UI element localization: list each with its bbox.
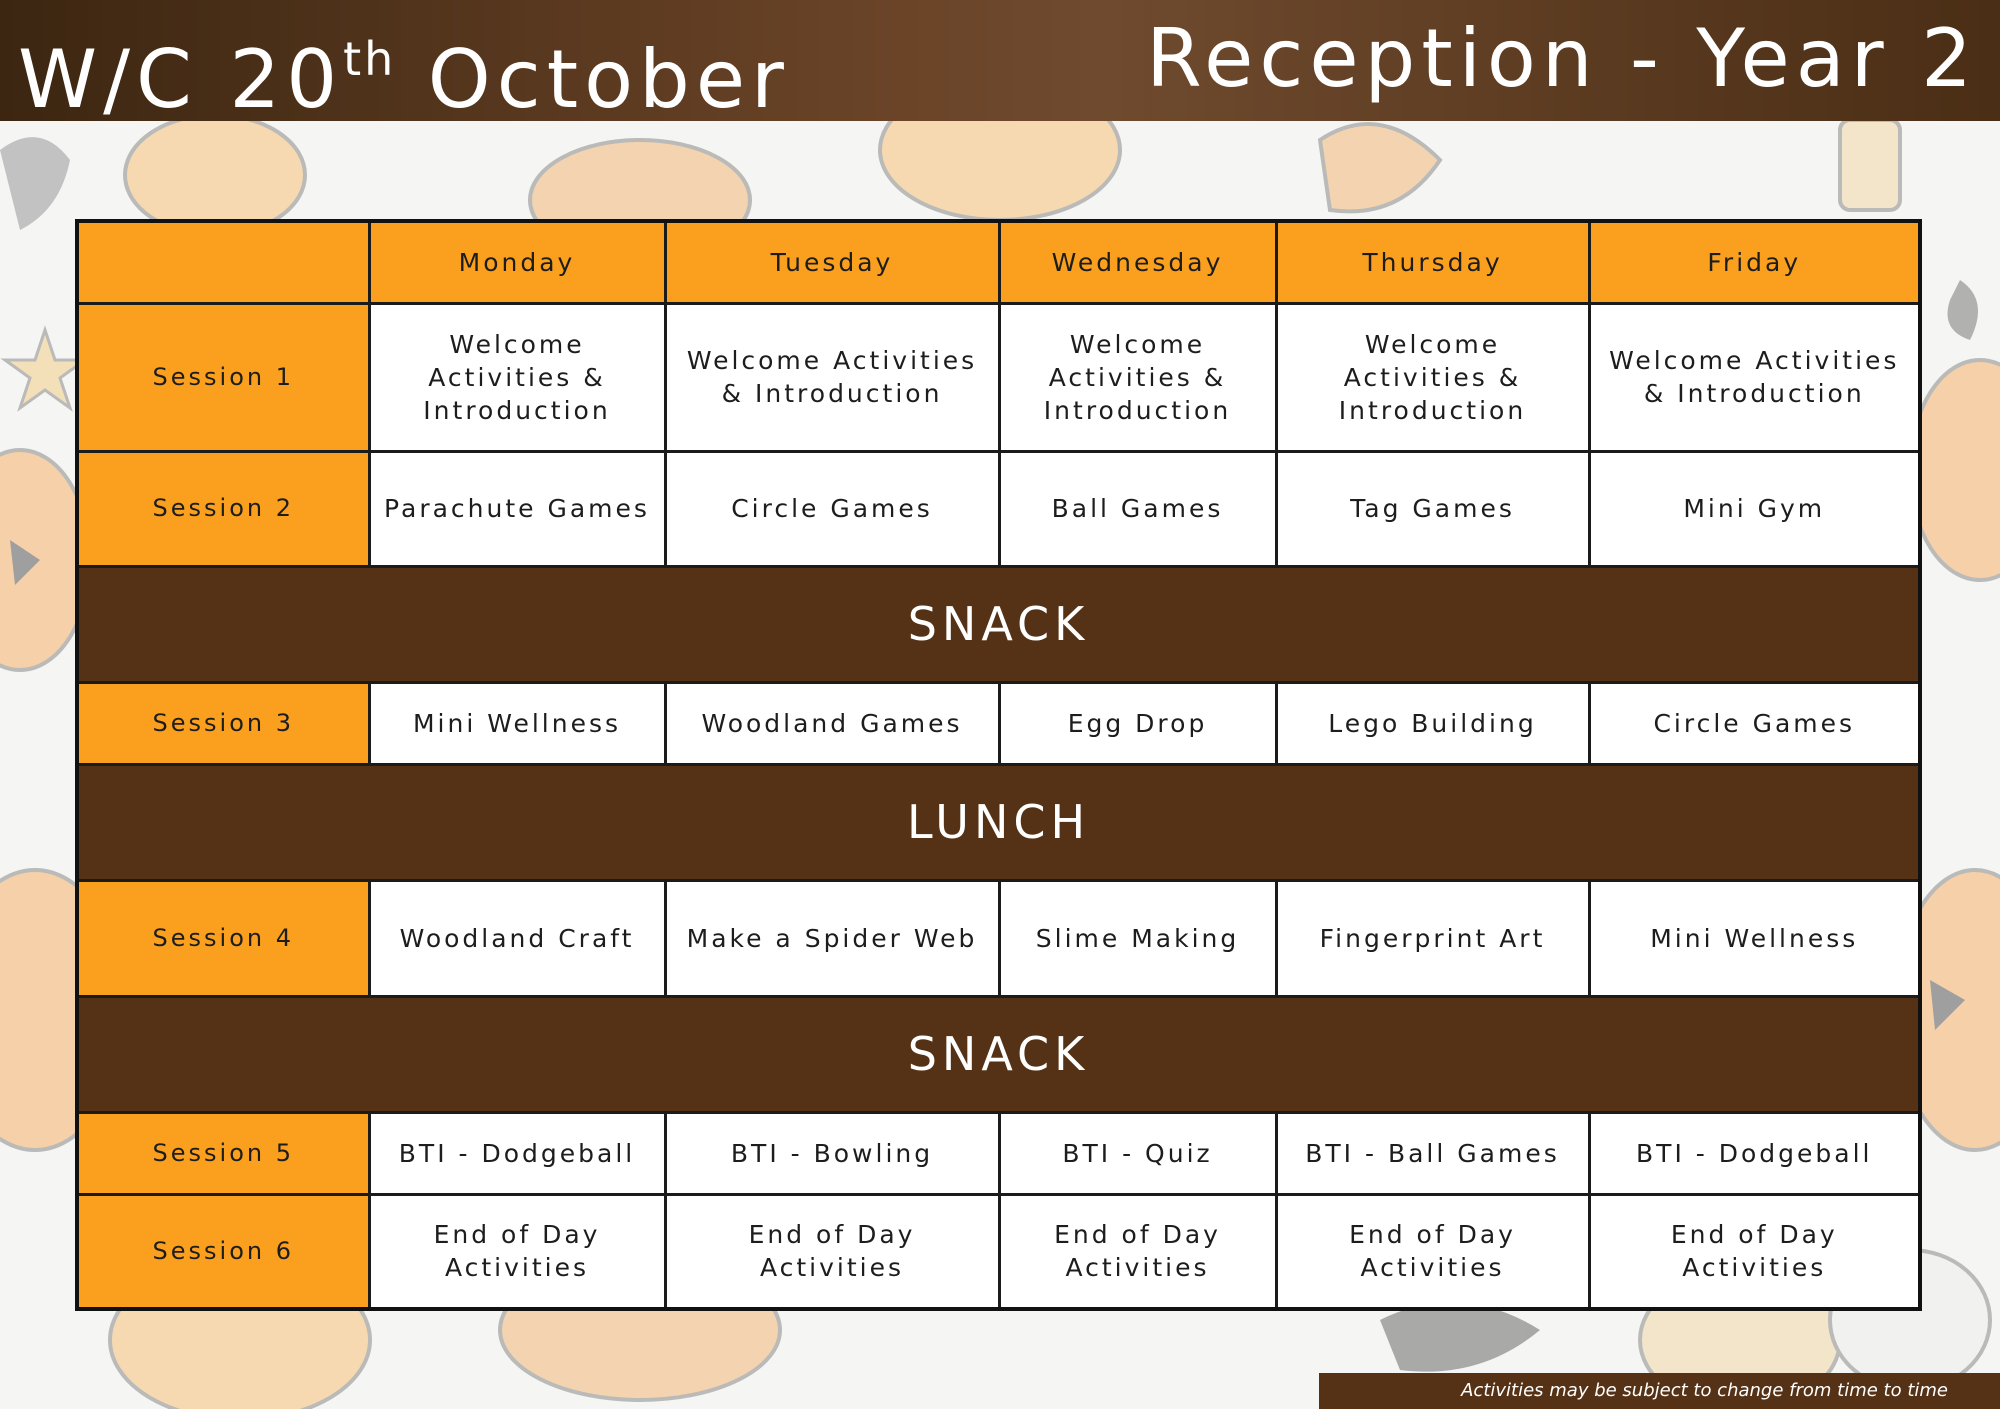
activity-cell: Tag Games: [1276, 451, 1589, 566]
activity-cell: Lego Building: [1276, 682, 1589, 764]
session-label: Session 3: [77, 682, 369, 764]
activity-cell: Welcome Activities & Introduction: [1589, 303, 1920, 451]
activity-cell: Welcome Activities & Introduction: [1276, 303, 1589, 451]
break-label: LUNCH: [77, 764, 1920, 880]
session-row-3: [77, 682, 1920, 764]
activity-cell: Woodland Craft: [369, 880, 665, 996]
session-label: Session 2: [77, 451, 369, 566]
activity-cell: Ball Games: [999, 451, 1276, 566]
activity-cell: Welcome Activities & Introduction: [369, 303, 665, 451]
year-group-title: Reception - Year 2: [1146, 12, 1978, 105]
session-row-5: [77, 1112, 1920, 1194]
session-row-6: [77, 1194, 1920, 1309]
activity-cell: Make a Spider Web: [665, 880, 999, 996]
day-header-friday: Friday: [1589, 221, 1920, 303]
activity-cell: End of Day Activities: [665, 1194, 999, 1309]
weekly-timetable: [75, 219, 1922, 1311]
day-header-row: [77, 221, 1920, 303]
activity-cell: Circle Games: [1589, 682, 1920, 764]
break-label: SNACK: [77, 996, 1920, 1112]
lunch-break-row: [77, 764, 1920, 880]
session-label: Session 5: [77, 1112, 369, 1194]
activity-cell: End of Day Activities: [1276, 1194, 1589, 1309]
activity-cell: Egg Drop: [999, 682, 1276, 764]
day-header-wednesday: Wednesday: [999, 221, 1276, 303]
activity-cell: Mini Wellness: [369, 682, 665, 764]
activity-cell: BTI - Ball Games: [1276, 1112, 1589, 1194]
activity-cell: Circle Games: [665, 451, 999, 566]
break-label: SNACK: [77, 566, 1920, 682]
day-header-tuesday: Tuesday: [665, 221, 999, 303]
snack-break-row: [77, 566, 1920, 682]
activity-cell: End of Day Activities: [1589, 1194, 1920, 1309]
week-date-ordinal: th: [343, 32, 397, 86]
week-month: October: [396, 33, 790, 126]
activity-cell: End of Day Activities: [369, 1194, 665, 1309]
session-label: Session 4: [77, 880, 369, 996]
activity-cell: BTI - Quiz: [999, 1112, 1276, 1194]
activity-cell: BTI - Dodgeball: [1589, 1112, 1920, 1194]
activity-cell: End of Day Activities: [999, 1194, 1276, 1309]
activity-cell: Woodland Games: [665, 682, 999, 764]
activity-cell: BTI - Dodgeball: [369, 1112, 665, 1194]
session-label: Session 6: [77, 1194, 369, 1309]
session-row-1: [77, 303, 1920, 451]
activity-cell: Fingerprint Art: [1276, 880, 1589, 996]
activity-cell: Parachute Games: [369, 451, 665, 566]
week-commencing-title: [18, 4, 790, 135]
activity-cell: Welcome Activities & Introduction: [665, 303, 999, 451]
corner-cell: [77, 221, 369, 303]
activity-cell: Welcome Activities & Introduction: [999, 303, 1276, 451]
snack-break-row: [77, 996, 1920, 1112]
session-row-2: [77, 451, 1920, 566]
day-header-monday: Monday: [369, 221, 665, 303]
week-date: W/C 20: [18, 33, 344, 126]
activity-cell: Mini Wellness: [1589, 880, 1920, 996]
session-row-4: [77, 880, 1920, 996]
activity-cell: Mini Gym: [1589, 451, 1920, 566]
activity-cell: BTI - Bowling: [665, 1112, 999, 1194]
disclaimer-note: Activities may be subject to change from time to time: [1319, 1373, 2000, 1409]
session-label: Session 1: [77, 303, 369, 451]
activity-cell: Slime Making: [999, 880, 1276, 996]
title-banner: [0, 0, 2000, 126]
day-header-thursday: Thursday: [1276, 221, 1589, 303]
